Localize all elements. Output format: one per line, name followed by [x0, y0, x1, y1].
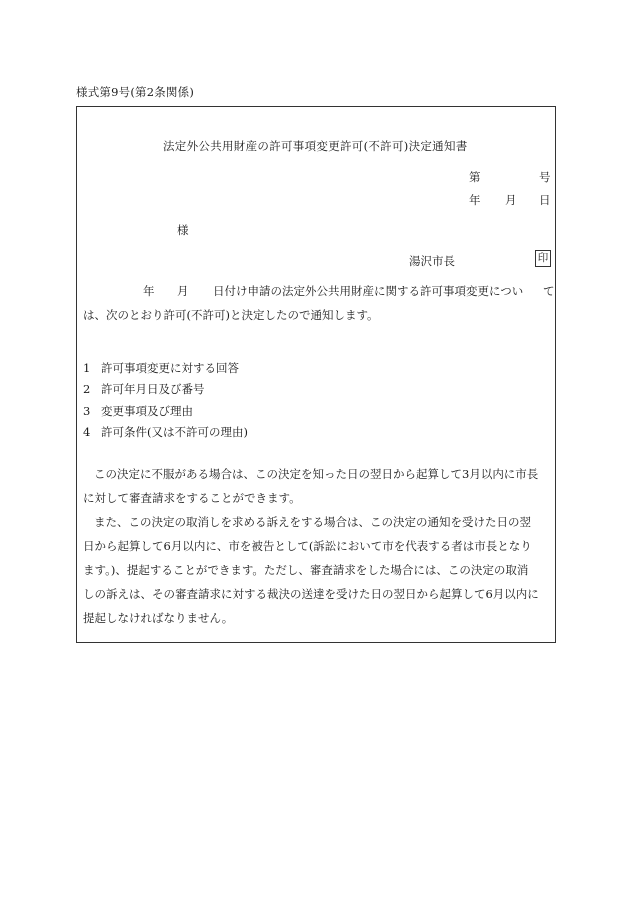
- date-day: 日: [539, 193, 551, 207]
- date-year: 年: [469, 193, 481, 207]
- intro-line1: 日付け申請の法定外公共用財産に関する許可事項変更につい: [213, 284, 524, 298]
- list-item: [83, 381, 205, 397]
- notice-line: しの訴えは、その審査請求に対する裁決の送達を受けた日の翌日から起算して6月以内に: [83, 587, 539, 601]
- intro-month: 月: [177, 284, 189, 298]
- issuer-name: 湯沢市長: [409, 254, 455, 268]
- intro-year: 年: [143, 284, 155, 298]
- addressee-suffix: 様: [177, 223, 189, 237]
- notice-line: 日から起算して6月以内に、市を被告として(訴訟において市を代表する者は市長となり: [83, 539, 532, 553]
- item-number: 4: [83, 425, 91, 439]
- item-label: 許可条件(又は不許可の理由): [101, 425, 248, 439]
- list-item: [83, 360, 239, 376]
- notice-form-frame: [76, 106, 556, 643]
- notice-line: また、この決定の取消しを求める訴えをする場合は、この決定の通知を受けた日の翌: [94, 515, 531, 529]
- notice-line: ます。)、提起することができます。ただし、審査請求をした場合には、この決定の取消: [83, 563, 529, 577]
- item-number: 1: [83, 361, 91, 375]
- item-label: 変更事項及び理由: [101, 404, 193, 418]
- intro-line1-end: て: [543, 284, 555, 298]
- item-number: 2: [83, 382, 91, 396]
- item-label: 許可事項変更に対する回答: [101, 361, 239, 375]
- intro-line2: は、次のとおり許可(不許可)と決定したので通知します。: [83, 308, 379, 322]
- number-suffix: 号: [539, 170, 551, 184]
- notice-line: 提起しなければなりません。: [83, 611, 234, 625]
- notice-line: この決定に不服がある場合は、この決定を知った日の翌日から起算して3月以内に市長: [94, 467, 539, 481]
- item-number: 3: [83, 404, 91, 418]
- seal-mark: 印: [535, 250, 551, 267]
- item-label: 許可年月日及び番号: [101, 382, 205, 396]
- date-month: 月: [505, 193, 517, 207]
- form-number-label: 様式第9号(第2条関係): [76, 85, 195, 99]
- notice-line: に対して審査請求をすることができます。: [83, 491, 301, 505]
- list-item: [83, 403, 193, 419]
- list-item: [83, 424, 248, 440]
- document-title: 法定外公共用財産の許可事項変更許可(不許可)決定通知書: [163, 139, 468, 153]
- number-prefix: 第: [469, 170, 481, 184]
